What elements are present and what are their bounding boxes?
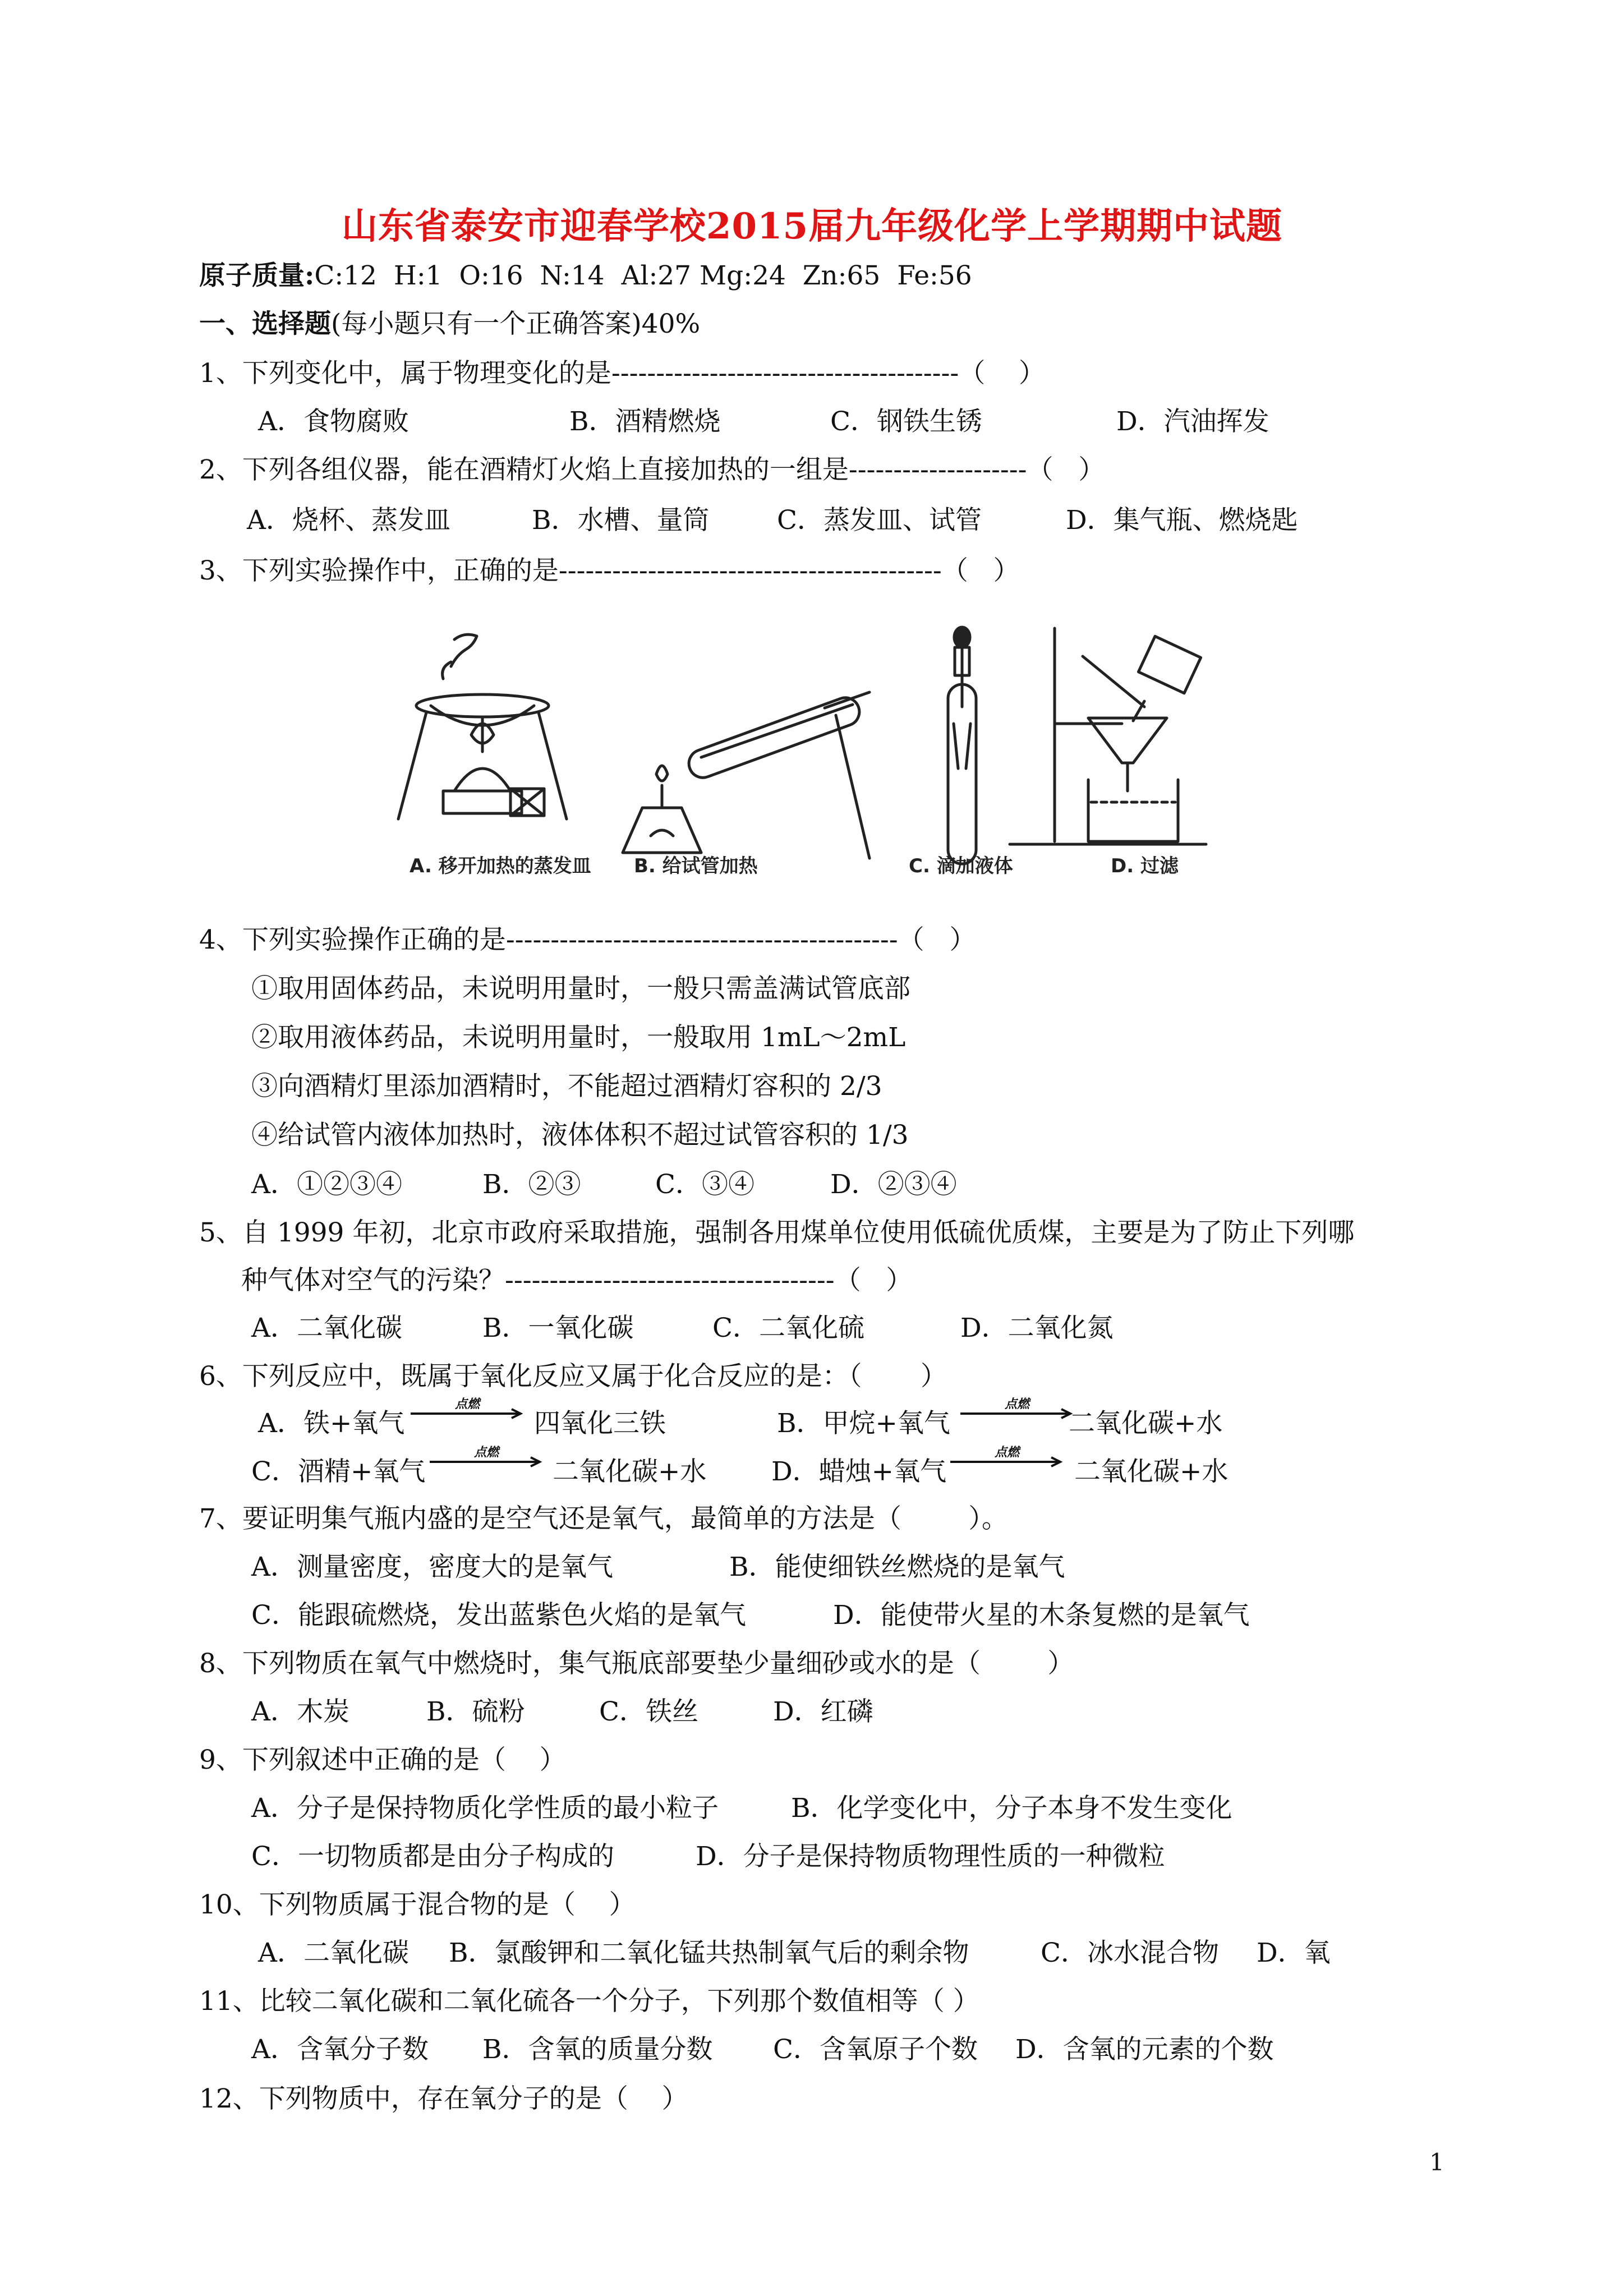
q8-option-c: C．铁丝 bbox=[599, 1696, 698, 1727]
svg-text:点燃: 点燃 bbox=[454, 1397, 480, 1411]
q1-option-a: A．食物腐败 bbox=[258, 406, 409, 437]
question-9-stem: 9、下列叙述中正确的是（ ） bbox=[199, 1745, 566, 1775]
q6-option-a-reactants: A．铁+氧气 bbox=[258, 1408, 405, 1439]
q6-option-d-reactants: D．蜡烛+氧气 bbox=[771, 1456, 947, 1487]
q4-option-d: D．②③④ bbox=[830, 1169, 957, 1200]
figure-caption-b: B. 给试管加热 bbox=[634, 855, 758, 877]
q5-option-b: B．一氧化碳 bbox=[482, 1313, 634, 1343]
section-label: 一、选择题 bbox=[199, 309, 331, 339]
q1-option-b: B．酒精燃烧 bbox=[569, 406, 721, 437]
q7-option-d: D．能使带火星的木条复燃的是氧气 bbox=[833, 1600, 1250, 1631]
q10-option-d: D．氧 bbox=[1257, 1938, 1331, 1968]
q4-item-2: ②取用液体药品，未说明用量时，一般取用 1mL～2mL bbox=[251, 1022, 906, 1053]
question-3-stem: 3、下列实验操作中，正确的是-------------------------------------------（ ） bbox=[199, 555, 1020, 586]
q7-option-c: C．能跟硫燃烧，发出蓝紫色火焰的是氧气 bbox=[251, 1600, 746, 1631]
q11-option-b: B．含氧的质量分数 bbox=[482, 2034, 713, 2065]
figure-caption-a: A. 移开加热的蒸发皿 bbox=[410, 855, 591, 877]
q11-option-a: A．含氧分子数 bbox=[251, 2034, 429, 2065]
q7-option-a: A．测量密度，密度大的是氧气 bbox=[251, 1552, 613, 1582]
question-4-stem: 4、下列实验操作正确的是--------------------------------------------（ ） bbox=[199, 924, 976, 955]
atomic-mass-line bbox=[199, 259, 972, 293]
q6-option-c-reactants: C．酒精+氧气 bbox=[251, 1456, 426, 1487]
q10-option-a: A．二氧化碳 bbox=[258, 1938, 409, 1968]
q9-option-b: B．化学变化中，分子本身不发生变化 bbox=[791, 1793, 1232, 1824]
atomic-mass-label: 原子质量: bbox=[199, 260, 315, 291]
question-10-stem: 10、下列物质属于混合物的是（ ） bbox=[199, 1889, 636, 1920]
q2-option-b: B．水槽、量筒 bbox=[532, 505, 710, 536]
q4-option-c: C．③④ bbox=[655, 1169, 755, 1200]
q6-option-d-arrow-icon bbox=[948, 1444, 1066, 1478]
question-12-stem: 12、下列物质中，存在氧分子的是（ ） bbox=[199, 2083, 688, 2114]
q4-item-1: ①取用固体药品，未说明用量时，一般只需盖满试管底部 bbox=[251, 973, 910, 1004]
q6-option-c-products: 二氧化碳+水 bbox=[553, 1456, 707, 1487]
q6-option-c-arrow-icon bbox=[427, 1444, 545, 1478]
q9-option-c: C．一切物质都是由分子构成的 bbox=[251, 1841, 614, 1872]
q1-option-c: C．钢铁生锈 bbox=[830, 406, 982, 437]
figure-b-heating-tube bbox=[623, 692, 869, 858]
q9-option-d: D．分子是保持物质物理性质的一种微粒 bbox=[696, 1841, 1165, 1872]
q6-option-b-reactants: B．甲烷+氧气 bbox=[777, 1408, 950, 1439]
q6-option-d-products: 二氧化碳+水 bbox=[1074, 1456, 1229, 1487]
question-11-stem: 11、比较二氧化碳和二氧化硫各一个分子，下列那个数值相等（ ） bbox=[199, 1986, 979, 2017]
q5-option-d: D．二氧化氮 bbox=[960, 1313, 1114, 1343]
q7-option-b: B．能使细铁丝燃烧的是氧气 bbox=[729, 1552, 1065, 1582]
question-5-stem-line2: 种气体对空气的污染？-------------------------------------（ ） bbox=[241, 1265, 913, 1296]
atomic-mass-values: C:12 H:1 O:16 N:14 Al:27 Mg:24 Zn:65 Fe:56 bbox=[314, 260, 972, 291]
q6-option-a-arrow-icon bbox=[408, 1396, 526, 1429]
q2-option-d: D．集气瓶、燃烧匙 bbox=[1066, 505, 1298, 536]
section-note: (每小题只有一个正确答案)40% bbox=[331, 309, 701, 339]
q11-option-c: C．含氧原子个数 bbox=[773, 2034, 978, 2065]
section-header bbox=[199, 307, 700, 341]
q4-option-b: B．②③ bbox=[482, 1169, 581, 1200]
figure-caption-d: D. 过滤 bbox=[1111, 855, 1179, 877]
q6-option-a-products: 四氧化三铁 bbox=[534, 1408, 666, 1439]
q5-option-c: C．二氧化硫 bbox=[712, 1313, 864, 1343]
q6-option-b-arrow-icon bbox=[958, 1396, 1076, 1429]
page-number: 1 bbox=[1429, 2148, 1444, 2176]
figure-d-filtration bbox=[1010, 628, 1206, 844]
q6-option-b-products: 二氧化碳+水 bbox=[1069, 1408, 1223, 1439]
q2-option-a: A．烧杯、蒸发皿 bbox=[247, 505, 450, 536]
question-2-stem: 2、下列各组仪器，能在酒精灯火焰上直接加热的一组是--------------------（ ） bbox=[199, 454, 1105, 485]
figure-caption-c: C. 滴加液体 bbox=[909, 855, 1013, 877]
q9-option-a: A．分子是保持物质化学性质的最小粒子 bbox=[251, 1793, 719, 1824]
q10-option-b: B．氯酸钾和二氧化锰共热制氧气后的剩余物 bbox=[449, 1938, 969, 1968]
page-title: 山东省泰安市迎春学校2015届九年级化学上学期期中试题 bbox=[341, 205, 1283, 247]
q5-option-a: A．二氧化碳 bbox=[251, 1313, 402, 1343]
figure-c-dropper bbox=[948, 627, 976, 864]
q11-option-d: D．含氧的元素的个数 bbox=[1015, 2034, 1274, 2065]
q10-option-c: C．冰水混合物 bbox=[1041, 1938, 1219, 1968]
svg-text:点燃: 点燃 bbox=[1004, 1397, 1030, 1411]
question-7-stem: 7、要证明集气瓶内盛的是空气还是氧气，最简单的方法是（ ）。 bbox=[199, 1503, 1008, 1534]
question-5-stem-line1: 5、自 1999 年初，北京市政府采取措施，强制各用煤单位使用低硫优质煤，主要是为了防止下列哪 bbox=[199, 1217, 1355, 1248]
q2-option-c: C．蒸发皿、试管 bbox=[777, 505, 982, 536]
svg-text:点燃: 点燃 bbox=[473, 1446, 499, 1460]
question-6-stem: 6、下列反应中，既属于氧化反应又属于化合反应的是：（ ） bbox=[199, 1361, 947, 1392]
q8-option-a: A．木炭 bbox=[251, 1696, 349, 1727]
q8-option-d: D．红磷 bbox=[773, 1696, 873, 1727]
q4-item-4: ④给试管内液体加热时，液体体积不超过试管容积的 1/3 bbox=[251, 1120, 909, 1151]
lab-operations-figure bbox=[387, 623, 1245, 881]
figure-a-evaporating-dish bbox=[398, 634, 567, 819]
svg-text:点燃: 点燃 bbox=[994, 1446, 1020, 1460]
question-8-stem: 8、下列物质在氧气中燃烧时，集气瓶底部要垫少量细砂或水的是（ ） bbox=[199, 1648, 1074, 1679]
question-1-stem: 1、下列变化中，属于物理变化的是---------------------------------------（ ） bbox=[199, 358, 1046, 389]
q1-option-d: D．汽油挥发 bbox=[1116, 406, 1269, 437]
q8-option-b: B．硫粉 bbox=[426, 1696, 525, 1727]
q4-item-3: ③向酒精灯里添加酒精时，不能超过酒精灯容积的 2/3 bbox=[251, 1071, 882, 1102]
q4-option-a: A．①②③④ bbox=[251, 1169, 402, 1200]
